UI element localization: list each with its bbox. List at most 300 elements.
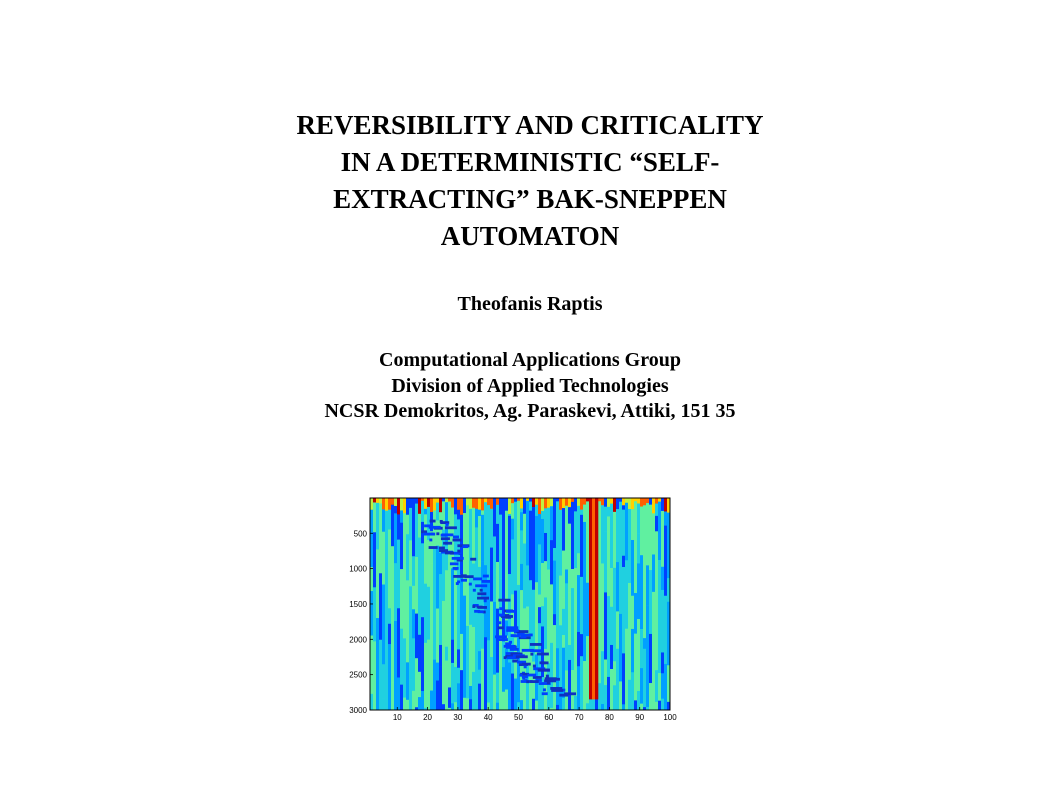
heatmap-cell bbox=[562, 698, 565, 710]
heatmap-cell bbox=[546, 675, 549, 678]
heatmap-cell bbox=[530, 649, 542, 652]
heatmap-cell bbox=[553, 614, 556, 625]
x-tick-label: 90 bbox=[635, 713, 645, 721]
heatmap-cell bbox=[415, 642, 418, 658]
heatmap-cell bbox=[418, 498, 421, 514]
heatmap-cell bbox=[502, 498, 505, 549]
heatmap-cell bbox=[457, 550, 460, 553]
heatmap-cell bbox=[460, 574, 463, 634]
heatmap-cell bbox=[388, 608, 391, 624]
heatmap-cell bbox=[406, 700, 409, 710]
heatmap-cell bbox=[424, 524, 433, 527]
heatmap-cell bbox=[541, 550, 544, 563]
heatmap-cell bbox=[517, 529, 520, 586]
heatmap-cell bbox=[487, 498, 490, 555]
heatmap-cell bbox=[565, 583, 568, 626]
heatmap-cell bbox=[465, 575, 474, 578]
heatmap-cell bbox=[571, 498, 574, 502]
heatmap-cell bbox=[634, 615, 637, 634]
heatmap-cell bbox=[613, 568, 616, 635]
heatmap-cell bbox=[457, 498, 460, 510]
heatmap-cell bbox=[478, 610, 484, 613]
heatmap-cell bbox=[430, 520, 436, 523]
heatmap-cell bbox=[498, 626, 504, 629]
heatmap-cell bbox=[547, 627, 550, 663]
heatmap-cell bbox=[640, 629, 643, 668]
heatmap-cell bbox=[457, 649, 460, 668]
heatmap-cell bbox=[577, 498, 580, 506]
heatmap-cell bbox=[550, 498, 553, 506]
heatmap-cell bbox=[655, 670, 658, 702]
heatmap-cell bbox=[589, 498, 592, 699]
heatmap-cell bbox=[556, 705, 559, 710]
heatmap-cell bbox=[580, 634, 583, 656]
heatmap-cell bbox=[478, 516, 481, 567]
heatmap-cell bbox=[520, 564, 523, 590]
heatmap-cell bbox=[530, 653, 533, 656]
heatmap-cell bbox=[559, 498, 562, 510]
heatmap-cell bbox=[640, 704, 643, 711]
heatmap-cell bbox=[445, 621, 448, 647]
heatmap-cell bbox=[409, 657, 412, 680]
heatmap-cell bbox=[607, 576, 610, 596]
heatmap-cell bbox=[466, 498, 469, 564]
heatmap-cell bbox=[493, 602, 496, 675]
heatmap-cell bbox=[446, 523, 449, 526]
heatmap-cell bbox=[460, 634, 463, 670]
heatmap-cell bbox=[499, 498, 502, 515]
heatmap-cell bbox=[418, 635, 421, 672]
heatmap-cell bbox=[538, 595, 541, 608]
heatmap-cell bbox=[604, 531, 607, 593]
heatmap-cell bbox=[661, 590, 664, 653]
heatmap-cell bbox=[529, 498, 532, 502]
heatmap-cell bbox=[637, 630, 640, 691]
heatmap-cell bbox=[625, 498, 628, 503]
heatmap-cell bbox=[473, 577, 482, 580]
heatmap-cell bbox=[498, 599, 510, 602]
heatmap-cell bbox=[530, 643, 542, 646]
heatmap-cell bbox=[400, 685, 403, 698]
heatmap-cell bbox=[607, 596, 610, 633]
heatmap-cell bbox=[457, 614, 460, 649]
heatmap-cell bbox=[604, 592, 607, 659]
heatmap-cell bbox=[403, 638, 406, 698]
heatmap-cell bbox=[394, 675, 397, 710]
heatmap-cell bbox=[475, 527, 478, 577]
heatmap-cell bbox=[592, 498, 595, 699]
heatmap-cell bbox=[415, 498, 418, 504]
title-line: AUTOMATON bbox=[440, 221, 620, 251]
heatmap-cell bbox=[634, 634, 637, 689]
heatmap-cell bbox=[448, 596, 451, 665]
heatmap-cell bbox=[502, 692, 505, 711]
heatmap-cell bbox=[487, 580, 490, 640]
heatmap-cell bbox=[619, 546, 622, 614]
heatmap-cell bbox=[550, 540, 553, 585]
heatmap-cell bbox=[472, 605, 475, 608]
heatmap-cell bbox=[400, 523, 403, 570]
heatmap-cell bbox=[583, 590, 586, 661]
heatmap-figure bbox=[336, 495, 680, 721]
heatmap-cell bbox=[445, 552, 454, 555]
heatmap-cell bbox=[634, 498, 637, 522]
y-axis bbox=[349, 529, 373, 715]
heatmap-cell bbox=[448, 687, 451, 708]
heatmap-cell bbox=[646, 646, 649, 707]
heatmap-cell bbox=[529, 511, 532, 581]
heatmap-cell bbox=[628, 644, 631, 680]
affiliation-line: Computational Applications Group bbox=[379, 349, 681, 371]
heatmap-cell bbox=[388, 530, 391, 591]
heatmap-cell bbox=[550, 643, 553, 708]
heatmap-cell bbox=[430, 498, 433, 512]
heatmap-cell bbox=[373, 587, 376, 641]
heatmap-cell bbox=[568, 660, 571, 710]
heatmap-cell bbox=[622, 633, 625, 654]
heatmap-cell bbox=[643, 573, 646, 586]
heatmap-cell bbox=[545, 677, 557, 680]
heatmap-cell bbox=[495, 635, 507, 638]
heatmap-cell bbox=[577, 498, 580, 554]
heatmap-cell bbox=[562, 597, 565, 609]
heatmap-cell bbox=[568, 498, 571, 507]
heatmap-cell bbox=[577, 553, 580, 575]
heatmap-cell bbox=[412, 586, 415, 610]
heatmap-cell bbox=[526, 565, 529, 606]
heatmap-cell bbox=[472, 672, 475, 710]
heatmap-cell bbox=[400, 569, 403, 629]
heatmap-cell bbox=[388, 624, 391, 645]
heatmap-cell bbox=[454, 667, 457, 703]
heatmap-cell bbox=[652, 651, 655, 710]
heatmap-cell bbox=[622, 556, 625, 568]
heatmap-cell bbox=[469, 498, 472, 509]
heatmap-cell bbox=[436, 532, 439, 535]
heatmap-cell bbox=[505, 498, 508, 511]
heatmap-cell bbox=[625, 560, 628, 629]
heatmap-cell bbox=[484, 599, 487, 602]
heatmap-cell bbox=[490, 498, 493, 509]
heatmap-cell bbox=[604, 498, 607, 507]
heatmap-cell bbox=[450, 562, 456, 565]
heatmap-cell bbox=[397, 677, 400, 710]
heatmap-cell bbox=[625, 629, 628, 671]
heatmap-cell bbox=[463, 658, 466, 698]
heatmap-cell bbox=[565, 498, 568, 506]
heatmap-cell bbox=[441, 533, 453, 536]
heatmap-cell bbox=[394, 513, 397, 563]
heatmap-cell bbox=[628, 628, 631, 645]
heatmap-cell bbox=[577, 575, 580, 632]
heatmap-cell bbox=[451, 703, 454, 710]
heatmap-cell bbox=[475, 647, 478, 678]
heatmap-cell bbox=[454, 562, 457, 624]
heatmap-cell bbox=[376, 652, 379, 710]
heatmap-cell bbox=[412, 638, 415, 691]
heatmap-cell bbox=[553, 532, 556, 548]
heatmap-cell bbox=[415, 557, 418, 614]
heatmap-cell bbox=[547, 498, 550, 570]
heatmap-cell bbox=[442, 530, 445, 602]
heatmap-cell bbox=[454, 498, 457, 514]
heatmap-cell bbox=[607, 559, 610, 577]
heatmap-cell bbox=[496, 609, 499, 673]
heatmap-cell bbox=[613, 498, 616, 512]
heatmap-cell bbox=[619, 498, 622, 502]
heatmap-cell bbox=[502, 577, 505, 641]
heatmap-cell bbox=[440, 520, 443, 523]
heatmap-cell bbox=[499, 536, 502, 579]
heatmap-cell bbox=[400, 629, 403, 685]
x-tick-label: 40 bbox=[483, 713, 493, 721]
heatmap-cell bbox=[643, 498, 646, 505]
heatmap-cell bbox=[463, 569, 466, 596]
heatmap-cell bbox=[646, 605, 649, 646]
heatmap-cell bbox=[516, 629, 519, 632]
heatmap-cell bbox=[664, 526, 667, 579]
heatmap-cell bbox=[655, 604, 658, 670]
heatmap-cell bbox=[538, 498, 541, 514]
heatmap-cell bbox=[652, 498, 655, 513]
heatmap-cell bbox=[477, 597, 489, 600]
heatmap-cell bbox=[607, 516, 610, 559]
heatmap-cell bbox=[466, 498, 469, 505]
heatmap-cell bbox=[442, 498, 445, 501]
heatmap-cell bbox=[406, 534, 409, 580]
heatmap-cell bbox=[448, 498, 451, 502]
heatmap-cell bbox=[461, 579, 467, 582]
heatmap-cell bbox=[517, 517, 520, 529]
heatmap-cell bbox=[406, 630, 409, 662]
heatmap-cell bbox=[511, 498, 514, 503]
heatmap-cell bbox=[553, 625, 556, 680]
heatmap-cell bbox=[661, 553, 664, 567]
heatmap-cell bbox=[409, 498, 412, 508]
heatmap-cell bbox=[454, 702, 457, 710]
heatmap-cell bbox=[538, 669, 550, 672]
heatmap-cell bbox=[655, 702, 658, 711]
heatmap-cell bbox=[412, 498, 415, 514]
author-name: Theofanis Raptis bbox=[457, 293, 603, 315]
y-tick-label: 500 bbox=[353, 529, 367, 539]
heatmap-cell bbox=[382, 532, 385, 585]
heatmap-cell bbox=[385, 563, 388, 614]
heatmap-cell bbox=[568, 593, 571, 646]
heatmap-cell bbox=[448, 536, 451, 597]
heatmap-cell bbox=[664, 642, 667, 664]
heatmap-cell bbox=[478, 684, 481, 711]
heatmap-cell bbox=[610, 498, 613, 555]
heatmap-cell bbox=[562, 609, 565, 635]
heatmap-cell bbox=[544, 533, 547, 561]
heatmap-cell bbox=[529, 580, 532, 651]
heatmap-cell bbox=[391, 615, 394, 683]
heatmap-cell bbox=[462, 545, 468, 548]
heatmap-cell bbox=[499, 579, 502, 617]
heatmap-cell bbox=[542, 692, 548, 695]
heatmap-cell bbox=[443, 542, 452, 545]
heatmap-cell bbox=[562, 551, 565, 598]
heatmap-cell bbox=[400, 498, 403, 510]
heatmap-cell bbox=[526, 680, 529, 683]
heatmap-cell bbox=[478, 670, 481, 684]
heatmap-cell bbox=[483, 575, 489, 578]
heatmap-cell bbox=[394, 563, 397, 621]
heatmap-cell bbox=[382, 698, 385, 710]
heatmap-cell bbox=[439, 498, 442, 512]
heatmap-cell bbox=[543, 661, 549, 664]
heatmap-cell bbox=[583, 686, 586, 710]
heatmap-cell bbox=[658, 498, 661, 502]
heatmap-cell bbox=[643, 585, 646, 638]
heatmap-cell bbox=[506, 610, 515, 613]
heatmap-cell bbox=[574, 568, 577, 631]
heatmap-cell bbox=[658, 701, 661, 711]
heatmap-cell bbox=[409, 586, 412, 657]
heatmap-cell bbox=[577, 666, 580, 710]
heatmap-cell bbox=[478, 618, 481, 651]
heatmap-cell bbox=[538, 533, 541, 544]
heatmap-cell bbox=[421, 571, 424, 617]
heatmap-cell bbox=[499, 684, 502, 710]
heatmap-cell bbox=[520, 530, 523, 564]
heatmap-cell bbox=[430, 619, 433, 691]
heatmap-cell bbox=[442, 704, 445, 710]
heatmap-cell bbox=[409, 521, 412, 540]
heatmap-cell bbox=[524, 665, 527, 668]
y-tick-label: 1000 bbox=[349, 564, 367, 574]
heatmap-cell bbox=[565, 626, 568, 645]
heatmap-cell bbox=[553, 498, 556, 514]
title-line: IN A DETERMINISTIC “SELF- bbox=[340, 147, 720, 177]
heatmap-cell bbox=[601, 704, 604, 710]
heatmap-cell bbox=[544, 498, 547, 508]
heatmap-cell bbox=[586, 498, 589, 501]
heatmap-cell bbox=[586, 532, 589, 583]
heatmap-cell bbox=[664, 578, 667, 596]
heatmap-cell bbox=[421, 543, 424, 571]
heatmap-cell bbox=[498, 621, 501, 624]
heatmap-cell bbox=[559, 522, 562, 576]
heatmap-cell bbox=[424, 498, 427, 509]
heatmap-cell bbox=[482, 580, 491, 583]
heatmap-cell bbox=[631, 629, 634, 673]
heatmap-cell bbox=[527, 674, 536, 677]
heatmap-cell bbox=[541, 519, 544, 551]
heatmap-cell bbox=[550, 687, 562, 690]
heatmap-cell bbox=[628, 583, 631, 628]
heatmap-cell bbox=[658, 673, 661, 701]
heatmap-cell bbox=[445, 570, 448, 621]
heatmap-cell bbox=[553, 548, 556, 561]
heatmap-cell bbox=[508, 516, 511, 575]
heatmap-cell bbox=[550, 584, 553, 596]
heatmap-cell bbox=[508, 498, 511, 514]
x-tick-label: 50 bbox=[514, 713, 523, 721]
heatmap-cell bbox=[598, 593, 601, 636]
heatmap-cell bbox=[409, 540, 412, 586]
heatmap-cell bbox=[403, 498, 406, 513]
heatmap-cell bbox=[490, 601, 493, 657]
heatmap-cell bbox=[451, 640, 454, 663]
heatmap-cell bbox=[607, 677, 610, 710]
heatmap-cell bbox=[514, 572, 517, 591]
heatmap-cell bbox=[484, 637, 487, 710]
heatmap-cell bbox=[481, 543, 484, 562]
heatmap-cell bbox=[533, 676, 542, 679]
x-tick-label: 30 bbox=[453, 713, 463, 721]
heatmap-cell bbox=[502, 667, 505, 692]
heatmap-cell bbox=[412, 556, 415, 586]
heatmap-cell bbox=[496, 524, 499, 562]
heatmap-cell bbox=[586, 636, 589, 703]
heatmap-cell bbox=[664, 596, 667, 643]
heatmap-cell bbox=[661, 567, 664, 590]
heatmap-cell bbox=[559, 625, 562, 691]
heatmap-cell bbox=[535, 516, 538, 530]
heatmap-cell bbox=[430, 564, 433, 620]
heatmap-cell bbox=[604, 685, 607, 710]
heatmap-cell bbox=[533, 665, 536, 668]
heatmap-cell bbox=[637, 498, 640, 504]
heatmap-cell bbox=[661, 652, 664, 673]
heatmap-cell bbox=[601, 563, 604, 609]
heatmap-cell bbox=[496, 703, 499, 711]
heatmap-cell bbox=[604, 659, 607, 685]
heatmap-cell bbox=[504, 656, 507, 659]
heatmap-cell bbox=[553, 561, 556, 615]
heatmap-cell bbox=[586, 583, 589, 637]
heatmap-cell bbox=[532, 699, 535, 711]
heatmap-cell bbox=[470, 558, 476, 561]
heatmap-cell bbox=[532, 553, 535, 590]
heatmap-cell bbox=[538, 607, 541, 623]
heatmap-cell bbox=[598, 663, 601, 684]
heatmap-cell bbox=[649, 634, 652, 683]
heatmap-cell bbox=[427, 640, 430, 697]
heatmap-cell bbox=[418, 538, 421, 576]
heatmap-cell bbox=[421, 691, 424, 710]
heatmap-cell bbox=[598, 498, 601, 571]
heatmap-cell bbox=[505, 690, 508, 711]
heatmap-cell bbox=[574, 696, 577, 710]
heatmap-cell bbox=[522, 663, 531, 666]
heatmap-cell bbox=[565, 498, 568, 570]
heatmap-cell bbox=[457, 668, 460, 684]
heatmap-cell bbox=[382, 628, 385, 665]
heatmap-cell bbox=[513, 646, 516, 649]
heatmap-cell bbox=[559, 612, 562, 625]
heatmap-cells bbox=[370, 498, 670, 710]
heatmap-cell bbox=[643, 638, 646, 649]
heatmap-cell bbox=[397, 498, 400, 514]
heatmap-cell bbox=[451, 568, 454, 640]
heatmap-cell bbox=[586, 498, 589, 532]
heatmap-cell bbox=[547, 570, 550, 628]
heatmap-cell bbox=[448, 498, 451, 536]
heatmap-cell bbox=[661, 673, 664, 699]
heatmap-cell bbox=[453, 567, 459, 570]
heatmap-cell bbox=[475, 678, 478, 710]
heatmap-cell bbox=[445, 498, 448, 502]
heatmap-cell bbox=[658, 498, 661, 560]
heatmap-cell bbox=[499, 638, 508, 641]
heatmap-cell bbox=[619, 681, 622, 710]
heatmap-cell bbox=[379, 527, 382, 573]
x-tick-label: 100 bbox=[663, 713, 677, 721]
heatmap-cell bbox=[442, 649, 445, 705]
